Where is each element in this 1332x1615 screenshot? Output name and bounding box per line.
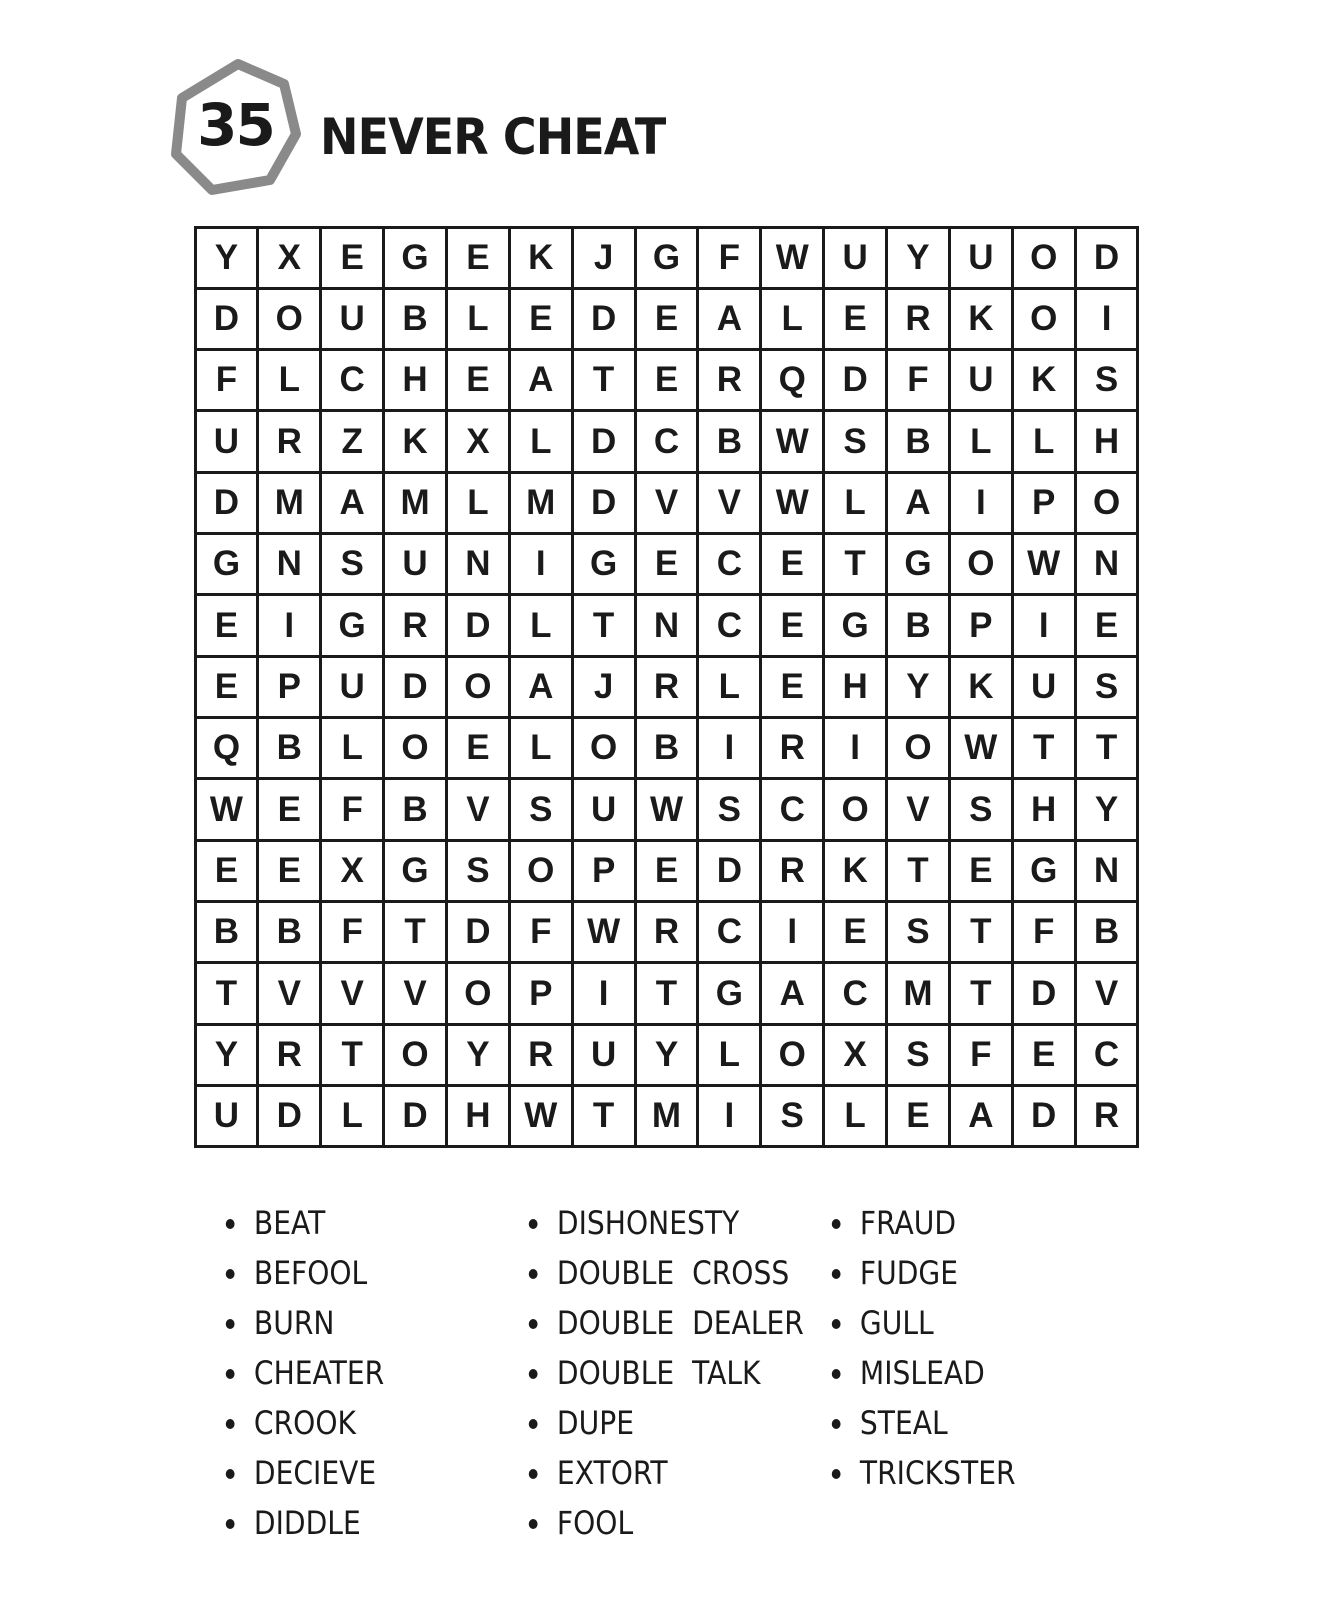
word-list-item: BURN <box>224 1298 384 1348</box>
grid-cell[interactable]: W <box>1014 535 1074 593</box>
grid-cell[interactable]: U <box>322 290 382 348</box>
grid-cell[interactable]: T <box>574 1087 634 1145</box>
word-list-item: BEAT <box>224 1198 384 1248</box>
grid-cell[interactable]: S <box>1077 351 1137 409</box>
grid-cell[interactable]: L <box>322 1087 382 1145</box>
grid-cell[interactable]: S <box>322 535 382 593</box>
word-list-column-1 <box>224 1198 406 1548</box>
grid-cell[interactable]: F <box>322 780 382 838</box>
grid-cell[interactable]: W <box>951 719 1011 777</box>
grid-cell[interactable]: G <box>1014 842 1074 900</box>
grid-cell[interactable]: W <box>574 903 634 961</box>
grid-cell[interactable]: P <box>574 842 634 900</box>
grid-cell[interactable]: N <box>637 596 697 654</box>
grid-cell[interactable]: O <box>1014 229 1074 287</box>
word-list-item: DOUBLE TALK <box>527 1348 804 1398</box>
grid-cell[interactable]: L <box>1014 412 1074 470</box>
grid-cell[interactable]: O <box>448 964 508 1022</box>
grid-cell[interactable]: R <box>511 1026 571 1084</box>
grid-cell[interactable]: Y <box>1077 780 1137 838</box>
word-list-item: MISLEAD <box>830 1348 1016 1398</box>
grid-cell[interactable]: V <box>259 964 319 1022</box>
word-list-item: DIDDLE <box>224 1498 384 1548</box>
grid-cell[interactable]: L <box>762 290 822 348</box>
grid-cell[interactable]: O <box>448 658 508 716</box>
grid-cell[interactable]: G <box>637 229 697 287</box>
grid-cell[interactable]: A <box>511 658 571 716</box>
word-list-column-2 <box>527 1198 842 1548</box>
grid-cell[interactable]: G <box>574 535 634 593</box>
grid-cell[interactable]: T <box>385 903 445 961</box>
grid-cell[interactable]: S <box>951 780 1011 838</box>
grid-cell[interactable]: W <box>762 474 822 532</box>
grid-cell[interactable]: E <box>259 780 319 838</box>
word-list-item: DECIEVE <box>224 1448 384 1498</box>
grid-cell[interactable]: V <box>699 474 759 532</box>
grid-cell[interactable]: B <box>888 412 948 470</box>
grid-cell[interactable]: B <box>259 903 319 961</box>
grid-cell[interactable]: X <box>322 842 382 900</box>
grid-cell[interactable]: E <box>637 351 697 409</box>
grid-cell[interactable]: R <box>699 351 759 409</box>
grid-cell[interactable]: L <box>511 596 571 654</box>
grid-cell[interactable]: D <box>1014 964 1074 1022</box>
grid-cell[interactable]: F <box>197 351 257 409</box>
grid-cell[interactable]: V <box>448 780 508 838</box>
grid-cell[interactable]: U <box>951 351 1011 409</box>
grid-cell[interactable]: G <box>385 229 445 287</box>
word-list-item: DOUBLE DEALER <box>527 1298 804 1348</box>
grid-cell[interactable]: B <box>259 719 319 777</box>
grid-cell[interactable]: N <box>259 535 319 593</box>
grid-cell[interactable]: K <box>1014 351 1074 409</box>
grid-cell[interactable]: Y <box>197 229 257 287</box>
grid-cell[interactable]: E <box>197 596 257 654</box>
word-list-item: STEAL <box>830 1398 1016 1448</box>
grid-cell[interactable]: S <box>762 1087 822 1145</box>
grid-cell[interactable]: E <box>197 842 257 900</box>
grid-cell[interactable]: D <box>197 474 257 532</box>
grid-cell[interactable]: O <box>1077 474 1137 532</box>
grid-cell[interactable]: R <box>259 412 319 470</box>
grid-cell[interactable]: P <box>259 658 319 716</box>
grid-cell[interactable]: A <box>511 351 571 409</box>
grid-cell[interactable]: T <box>574 596 634 654</box>
grid-cell[interactable]: I <box>699 1087 759 1145</box>
grid-cell[interactable]: E <box>322 229 382 287</box>
grid-cell[interactable]: T <box>1077 719 1137 777</box>
grid-cell[interactable]: Q <box>197 719 257 777</box>
grid-cell[interactable]: R <box>385 596 445 654</box>
grid-cell[interactable]: T <box>825 535 885 593</box>
grid-cell[interactable]: C <box>699 596 759 654</box>
grid-cell[interactable]: I <box>574 964 634 1022</box>
grid-cell[interactable]: O <box>259 290 319 348</box>
grid-cell[interactable]: E <box>762 535 822 593</box>
word-list-item: FOOL <box>527 1498 804 1548</box>
grid-cell[interactable]: J <box>574 658 634 716</box>
grid-cell[interactable]: K <box>825 842 885 900</box>
grid-cell[interactable]: G <box>197 535 257 593</box>
grid-cell[interactable]: Y <box>637 1026 697 1084</box>
grid-cell[interactable]: S <box>448 842 508 900</box>
grid-cell[interactable]: D <box>385 1087 445 1145</box>
grid-cell[interactable]: N <box>448 535 508 593</box>
grid-cell[interactable]: D <box>1014 1087 1074 1145</box>
grid-cell[interactable]: E <box>637 535 697 593</box>
grid-cell[interactable]: M <box>888 964 948 1022</box>
grid-cell[interactable]: L <box>825 1087 885 1145</box>
grid-cell[interactable]: E <box>448 351 508 409</box>
grid-cell[interactable]: T <box>888 842 948 900</box>
grid-cell[interactable]: N <box>1077 535 1137 593</box>
grid-cell[interactable]: D <box>574 474 634 532</box>
grid-cell[interactable]: P <box>511 964 571 1022</box>
grid-cell[interactable]: F <box>322 903 382 961</box>
grid-cell[interactable]: S <box>825 412 885 470</box>
grid-cell[interactable]: B <box>385 290 445 348</box>
grid-cell[interactable]: M <box>637 1087 697 1145</box>
grid-cell[interactable]: K <box>951 658 1011 716</box>
grid-cell[interactable]: R <box>762 719 822 777</box>
grid-cell[interactable]: Y <box>888 658 948 716</box>
grid-cell[interactable]: U <box>951 229 1011 287</box>
grid-cell[interactable]: V <box>385 964 445 1022</box>
grid-cell[interactable]: D <box>385 658 445 716</box>
grid-cell[interactable]: M <box>259 474 319 532</box>
grid-cell[interactable]: S <box>888 1026 948 1084</box>
grid-cell[interactable]: S <box>1077 658 1137 716</box>
puzzle-header <box>168 58 768 208</box>
grid-cell[interactable]: V <box>888 780 948 838</box>
word-list-item: EXTORT <box>527 1448 804 1498</box>
grid-cell[interactable]: E <box>1077 596 1137 654</box>
grid-cell[interactable]: U <box>1014 658 1074 716</box>
grid-cell[interactable]: U <box>197 1087 257 1145</box>
grid-cell[interactable]: L <box>825 474 885 532</box>
word-list-item: DOUBLE CROSS <box>527 1248 804 1298</box>
grid-cell[interactable]: P <box>1014 474 1074 532</box>
grid-cell[interactable]: Y <box>197 1026 257 1084</box>
grid-cell[interactable]: X <box>448 412 508 470</box>
grid-cell[interactable]: G <box>699 964 759 1022</box>
grid-cell[interactable]: E <box>762 658 822 716</box>
grid-cell[interactable]: R <box>888 290 948 348</box>
grid-cell[interactable]: J <box>574 229 634 287</box>
grid-cell[interactable]: F <box>951 1026 1011 1084</box>
grid-cell[interactable]: U <box>574 1026 634 1084</box>
grid-cell[interactable]: U <box>322 658 382 716</box>
grid-cell[interactable]: O <box>1014 290 1074 348</box>
word-list-item: DUPE <box>527 1398 804 1448</box>
grid-cell[interactable]: D <box>574 290 634 348</box>
grid-cell[interactable]: I <box>951 474 1011 532</box>
grid-cell[interactable]: E <box>259 842 319 900</box>
grid-cell[interactable]: B <box>197 903 257 961</box>
grid-cell[interactable]: Q <box>762 351 822 409</box>
grid-cell[interactable]: L <box>511 719 571 777</box>
grid-cell[interactable]: U <box>574 780 634 838</box>
grid-cell[interactable]: R <box>762 842 822 900</box>
grid-cell[interactable]: R <box>637 903 697 961</box>
grid-cell[interactable]: B <box>385 780 445 838</box>
grid-cell[interactable]: L <box>259 351 319 409</box>
grid-cell[interactable]: T <box>322 1026 382 1084</box>
grid-cell[interactable]: B <box>637 719 697 777</box>
puzzle-number: 35 <box>197 91 274 159</box>
grid-cell[interactable]: S <box>511 780 571 838</box>
grid-cell[interactable]: X <box>825 1026 885 1084</box>
grid-cell[interactable]: L <box>448 290 508 348</box>
grid-cell[interactable]: O <box>825 780 885 838</box>
grid-cell[interactable]: D <box>448 596 508 654</box>
grid-cell[interactable]: D <box>448 903 508 961</box>
word-list-item: TRICKSTER <box>830 1448 1016 1498</box>
grid-cell[interactable]: G <box>385 842 445 900</box>
grid-cell[interactable]: A <box>762 964 822 1022</box>
word-list-item: CROOK <box>224 1398 384 1448</box>
grid-cell[interactable]: A <box>951 1087 1011 1145</box>
grid-cell[interactable]: D <box>574 412 634 470</box>
grid-cell[interactable]: L <box>511 412 571 470</box>
grid-cell[interactable]: W <box>197 780 257 838</box>
grid-cell[interactable]: G <box>322 596 382 654</box>
word-list-item: FUDGE <box>830 1248 1016 1298</box>
grid-cell[interactable]: E <box>197 658 257 716</box>
grid-cell[interactable]: E <box>825 903 885 961</box>
grid-cell[interactable]: E <box>1014 1026 1074 1084</box>
grid-cell[interactable]: I <box>1014 596 1074 654</box>
word-list-item: GULL <box>830 1298 1016 1348</box>
grid-cell[interactable]: V <box>322 964 382 1022</box>
grid-cell[interactable]: K <box>385 412 445 470</box>
grid-cell[interactable]: B <box>888 596 948 654</box>
grid-cell[interactable]: F <box>1014 903 1074 961</box>
grid-cell[interactable]: V <box>1077 964 1137 1022</box>
grid-cell[interactable]: B <box>1077 903 1137 961</box>
grid-cell[interactable]: I <box>511 535 571 593</box>
grid-cell[interactable]: F <box>699 229 759 287</box>
grid-cell[interactable]: T <box>951 903 1011 961</box>
grid-cell[interactable]: L <box>699 1026 759 1084</box>
grid-cell[interactable]: C <box>322 351 382 409</box>
grid-cell[interactable]: E <box>511 290 571 348</box>
grid-cell[interactable]: G <box>888 535 948 593</box>
grid-cell[interactable]: H <box>448 1087 508 1145</box>
grid-cell[interactable]: R <box>259 1026 319 1084</box>
grid-cell[interactable]: A <box>322 474 382 532</box>
grid-cell[interactable]: K <box>511 229 571 287</box>
grid-cell[interactable]: T <box>574 351 634 409</box>
grid-cell[interactable]: K <box>951 290 1011 348</box>
grid-cell[interactable]: E <box>448 719 508 777</box>
grid-cell[interactable]: A <box>699 290 759 348</box>
grid-cell[interactable]: A <box>888 474 948 532</box>
grid-cell[interactable]: D <box>259 1087 319 1145</box>
grid-cell[interactable]: T <box>951 964 1011 1022</box>
grid-cell[interactable]: U <box>825 229 885 287</box>
grid-cell[interactable]: U <box>197 412 257 470</box>
grid-cell[interactable]: W <box>637 780 697 838</box>
grid-cell[interactable]: O <box>888 719 948 777</box>
grid-cell[interactable]: S <box>888 903 948 961</box>
grid-cell[interactable]: T <box>637 964 697 1022</box>
grid-cell[interactable]: R <box>637 658 697 716</box>
grid-cell[interactable]: C <box>1077 1026 1137 1084</box>
grid-cell[interactable]: W <box>762 412 822 470</box>
grid-cell[interactable]: B <box>699 412 759 470</box>
grid-cell[interactable]: Y <box>448 1026 508 1084</box>
grid-cell[interactable]: D <box>825 351 885 409</box>
grid-cell[interactable]: E <box>825 290 885 348</box>
grid-cell[interactable]: L <box>322 719 382 777</box>
word-list-item: FRAUD <box>830 1198 1016 1248</box>
grid-cell[interactable]: C <box>762 780 822 838</box>
grid-cell[interactable]: N <box>1077 842 1137 900</box>
grid-cell[interactable]: H <box>385 351 445 409</box>
grid-cell[interactable]: L <box>951 412 1011 470</box>
puzzle-title: NEVER CHEAT <box>320 108 666 166</box>
grid-cell[interactable]: S <box>699 780 759 838</box>
grid-cell[interactable]: O <box>385 719 445 777</box>
grid-cell[interactable]: R <box>1077 1087 1137 1145</box>
grid-cell[interactable]: E <box>637 842 697 900</box>
grid-cell[interactable]: H <box>1077 412 1137 470</box>
grid-cell[interactable]: O <box>511 842 571 900</box>
word-list-item: BEFOOL <box>224 1248 384 1298</box>
grid-cell[interactable]: Z <box>322 412 382 470</box>
grid-cell[interactable]: H <box>1014 780 1074 838</box>
word-search-grid[interactable] <box>194 226 1139 1148</box>
grid-cell[interactable]: G <box>825 596 885 654</box>
grid-cell[interactable]: P <box>951 596 1011 654</box>
grid-cell[interactable]: M <box>511 474 571 532</box>
grid-cell[interactable]: C <box>637 412 697 470</box>
grid-cell[interactable]: D <box>699 842 759 900</box>
grid-cell[interactable]: E <box>637 290 697 348</box>
grid-cell[interactable]: I <box>825 719 885 777</box>
grid-cell[interactable]: E <box>888 1087 948 1145</box>
word-list-column-3 <box>830 1198 1041 1498</box>
grid-cell[interactable]: I <box>699 719 759 777</box>
word-list-item: DISHONESTY <box>527 1198 804 1248</box>
grid-cell[interactable]: I <box>259 596 319 654</box>
grid-cell[interactable]: Y <box>888 229 948 287</box>
grid-cell[interactable]: I <box>1077 290 1137 348</box>
grid-cell[interactable]: O <box>385 1026 445 1084</box>
grid-cell[interactable]: O <box>762 1026 822 1084</box>
grid-cell[interactable]: U <box>385 535 445 593</box>
grid-cell[interactable]: L <box>448 474 508 532</box>
grid-cell[interactable]: O <box>951 535 1011 593</box>
grid-cell[interactable]: L <box>699 658 759 716</box>
grid-cell[interactable]: X <box>259 229 319 287</box>
grid-cell[interactable]: E <box>951 842 1011 900</box>
grid-cell[interactable]: W <box>762 229 822 287</box>
grid-cell[interactable]: E <box>448 229 508 287</box>
word-list-item: CHEATER <box>224 1348 384 1398</box>
puzzle-number-badge <box>168 58 303 203</box>
grid-cell[interactable]: O <box>574 719 634 777</box>
grid-cell[interactable]: D <box>197 290 257 348</box>
grid-cell[interactable]: F <box>511 903 571 961</box>
grid-cell[interactable]: W <box>511 1087 571 1145</box>
word-list <box>0 1198 1332 1542</box>
grid-cell[interactable]: C <box>699 903 759 961</box>
grid-cell[interactable]: C <box>825 964 885 1022</box>
grid-cell[interactable]: C <box>699 535 759 593</box>
grid-cell[interactable]: F <box>888 351 948 409</box>
grid-cell[interactable]: T <box>1014 719 1074 777</box>
grid-cell[interactable]: D <box>1077 229 1137 287</box>
grid-cell[interactable]: V <box>637 474 697 532</box>
grid-cell[interactable]: M <box>385 474 445 532</box>
grid-cell[interactable]: I <box>762 903 822 961</box>
grid-cell[interactable]: E <box>762 596 822 654</box>
grid-cell[interactable]: H <box>825 658 885 716</box>
grid-cell[interactable]: T <box>197 964 257 1022</box>
